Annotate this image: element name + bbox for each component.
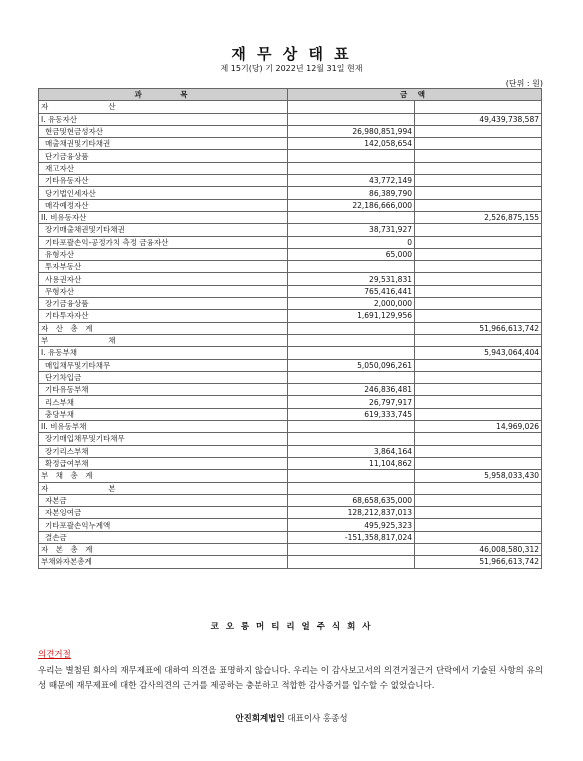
currency-unit: (단위 : 원) bbox=[505, 79, 543, 88]
sub-amount bbox=[288, 101, 415, 113]
sub-amount: 68,658,635,000 bbox=[288, 494, 415, 506]
total-amount bbox=[415, 150, 542, 162]
account-name: 당기법인세자산 bbox=[39, 187, 288, 199]
company-name: 코 오 롱 머 티 리 얼 주 식 회 사 bbox=[210, 622, 373, 632]
sub-amount bbox=[288, 421, 415, 433]
table-row bbox=[39, 396, 542, 408]
total-amount: 51,966,613,742 bbox=[415, 556, 542, 568]
table-row bbox=[39, 408, 542, 420]
account-name: 사용권자산 bbox=[39, 273, 288, 285]
table-header-row bbox=[39, 89, 542, 101]
total-amount bbox=[415, 199, 542, 211]
sub-amount: 1,691,129,956 bbox=[288, 310, 415, 322]
opinion-text: 우리는 별첨된 회사의 재무제표에 대하여 의견을 표명하지 않습니다. 우리는 이 감사보고서의 의견거절근거 단락에서 기술된 사항의 유의성 때문에 재무제표에 대한 감사의견의 근거를 제공하는 충분하고 적합한 감사증거를 입수할 수 없었습니다. bbox=[38, 666, 543, 691]
total-amount bbox=[415, 359, 542, 371]
auditor-representative: 대표이사 홍종성 bbox=[287, 714, 348, 724]
header-amount: 금 액 bbox=[288, 89, 542, 101]
total-amount bbox=[415, 273, 542, 285]
account-name: 재고자산 bbox=[39, 162, 288, 174]
account-name: I. 유동자산 bbox=[39, 113, 288, 125]
total-amount: 14,969,026 bbox=[415, 421, 542, 433]
account-name: 확정급여부채 bbox=[39, 457, 288, 469]
account-name: I. 유동부채 bbox=[39, 347, 288, 359]
table-row bbox=[39, 125, 542, 137]
account-name: 부 채 총 계 bbox=[39, 470, 288, 482]
table-row bbox=[39, 445, 542, 457]
total-amount bbox=[415, 187, 542, 199]
account-name: II. 비유동부채 bbox=[39, 421, 288, 433]
total-amount bbox=[415, 507, 542, 519]
account-name: 매각예정자산 bbox=[39, 199, 288, 211]
total-amount: 51,966,613,742 bbox=[415, 322, 542, 334]
table-row bbox=[39, 543, 542, 555]
total-amount bbox=[415, 298, 542, 310]
sub-amount: 22,186,666,000 bbox=[288, 199, 415, 211]
table-row bbox=[39, 150, 542, 162]
account-name: 매출채권및기타채권 bbox=[39, 138, 288, 150]
account-name: 자본잉여금 bbox=[39, 507, 288, 519]
total-amount bbox=[415, 384, 542, 396]
total-amount bbox=[415, 445, 542, 457]
sub-amount: 142,058,654 bbox=[288, 138, 415, 150]
account-name: 자 산 bbox=[39, 101, 288, 113]
sub-amount bbox=[288, 543, 415, 555]
table-row bbox=[39, 347, 542, 359]
total-amount bbox=[415, 285, 542, 297]
account-name: 부채와자본총계 bbox=[39, 556, 288, 568]
total-amount bbox=[415, 125, 542, 137]
sub-amount: 3,864,164 bbox=[288, 445, 415, 457]
table-row bbox=[39, 138, 542, 150]
table-row bbox=[39, 457, 542, 469]
table-row bbox=[39, 113, 542, 125]
sub-amount: 246,836,481 bbox=[288, 384, 415, 396]
sub-amount bbox=[288, 470, 415, 482]
sub-amount: 38,731,927 bbox=[288, 224, 415, 236]
account-name: 자 본 bbox=[39, 482, 288, 494]
total-amount bbox=[415, 101, 542, 113]
account-name: 단기차입금 bbox=[39, 371, 288, 383]
total-amount bbox=[415, 236, 542, 248]
total-amount bbox=[415, 175, 542, 187]
table-row bbox=[39, 224, 542, 236]
table-row bbox=[39, 384, 542, 396]
account-name: 기타포괄손익누계액 bbox=[39, 519, 288, 531]
total-amount bbox=[415, 519, 542, 531]
sub-amount: 11,104,862 bbox=[288, 457, 415, 469]
table-row bbox=[39, 556, 542, 568]
sub-amount: -151,358,817,024 bbox=[288, 531, 415, 543]
account-name: 자본금 bbox=[39, 494, 288, 506]
total-amount bbox=[415, 371, 542, 383]
sub-amount bbox=[288, 150, 415, 162]
account-name: 자 본 총 계 bbox=[39, 543, 288, 555]
sub-amount bbox=[288, 556, 415, 568]
sub-amount: 65,000 bbox=[288, 248, 415, 260]
account-name: 장기매출채권및기타채권 bbox=[39, 224, 288, 236]
account-name: 단기금융상품 bbox=[39, 150, 288, 162]
statement-period: 제 15기(당) 기 2022년 12월 31일 현재 bbox=[220, 64, 363, 73]
table-row bbox=[39, 187, 542, 199]
table-row bbox=[39, 298, 542, 310]
account-name: 장기금융상품 bbox=[39, 298, 288, 310]
table-row bbox=[39, 236, 542, 248]
sub-amount bbox=[288, 261, 415, 273]
sub-amount bbox=[288, 113, 415, 125]
sub-amount: 29,531,831 bbox=[288, 273, 415, 285]
total-amount bbox=[415, 482, 542, 494]
table-row bbox=[39, 248, 542, 260]
table-row bbox=[39, 359, 542, 371]
total-amount bbox=[415, 224, 542, 236]
sub-amount bbox=[288, 162, 415, 174]
sub-amount bbox=[288, 371, 415, 383]
account-name: 기타유동자산 bbox=[39, 175, 288, 187]
account-name: 매입채무및기타채무 bbox=[39, 359, 288, 371]
total-amount bbox=[415, 334, 542, 346]
account-name: 자 산 총 계 bbox=[39, 322, 288, 334]
account-name: 리스부채 bbox=[39, 396, 288, 408]
balance-sheet-table bbox=[38, 88, 542, 569]
table-row bbox=[39, 334, 542, 346]
total-amount: 49,439,738,587 bbox=[415, 113, 542, 125]
account-name: 부 채 bbox=[39, 334, 288, 346]
sub-amount: 619,333,745 bbox=[288, 408, 415, 420]
table-row bbox=[39, 101, 542, 113]
account-name: 결손금 bbox=[39, 531, 288, 543]
table-row bbox=[39, 199, 542, 211]
sub-amount: 26,797,917 bbox=[288, 396, 415, 408]
account-name: 장기매입채무및기타채무 bbox=[39, 433, 288, 445]
table-row bbox=[39, 433, 542, 445]
sub-amount bbox=[288, 322, 415, 334]
table-row bbox=[39, 507, 542, 519]
table-row bbox=[39, 273, 542, 285]
auditor-firm: 안진회계법인 bbox=[235, 714, 285, 724]
account-name: 무형자산 bbox=[39, 285, 288, 297]
table-row bbox=[39, 421, 542, 433]
account-name: 투자부동산 bbox=[39, 261, 288, 273]
header-account: 과 목 bbox=[39, 89, 288, 101]
account-name: 충당부채 bbox=[39, 408, 288, 420]
sub-amount: 26,980,851,994 bbox=[288, 125, 415, 137]
total-amount bbox=[415, 408, 542, 420]
statement-title: 재 무 상 태 표 bbox=[231, 45, 352, 63]
table-row bbox=[39, 531, 542, 543]
table-row bbox=[39, 371, 542, 383]
sub-amount: 495,925,323 bbox=[288, 519, 415, 531]
table-row bbox=[39, 211, 542, 223]
sub-amount bbox=[288, 482, 415, 494]
total-amount: 5,958,033,430 bbox=[415, 470, 542, 482]
table-row bbox=[39, 494, 542, 506]
sub-amount: 86,389,790 bbox=[288, 187, 415, 199]
sub-amount: 43,772,149 bbox=[288, 175, 415, 187]
auditor-signature bbox=[0, 712, 583, 724]
table-row bbox=[39, 470, 542, 482]
table-row bbox=[39, 285, 542, 297]
opinion-heading: 의견거절 bbox=[38, 650, 71, 660]
sub-amount: 2,000,000 bbox=[288, 298, 415, 310]
sub-amount bbox=[288, 433, 415, 445]
total-amount bbox=[415, 261, 542, 273]
total-amount bbox=[415, 310, 542, 322]
total-amount bbox=[415, 138, 542, 150]
total-amount bbox=[415, 433, 542, 445]
total-amount bbox=[415, 162, 542, 174]
total-amount bbox=[415, 396, 542, 408]
account-name: 기타투자자산 bbox=[39, 310, 288, 322]
sub-amount: 128,212,837,013 bbox=[288, 507, 415, 519]
account-name: II. 비유동자산 bbox=[39, 211, 288, 223]
sub-amount: 765,416,441 bbox=[288, 285, 415, 297]
total-amount bbox=[415, 248, 542, 260]
total-amount: 46,008,580,312 bbox=[415, 543, 542, 555]
table-row bbox=[39, 482, 542, 494]
sub-amount: 0 bbox=[288, 236, 415, 248]
total-amount bbox=[415, 457, 542, 469]
table-row bbox=[39, 162, 542, 174]
table-row bbox=[39, 261, 542, 273]
table-row bbox=[39, 322, 542, 334]
account-name: 유형자산 bbox=[39, 248, 288, 260]
sub-amount: 5,050,096,261 bbox=[288, 359, 415, 371]
total-amount bbox=[415, 494, 542, 506]
sub-amount bbox=[288, 334, 415, 346]
table-row bbox=[39, 175, 542, 187]
total-amount: 5,943,064,404 bbox=[415, 347, 542, 359]
account-name: 현금및현금성자산 bbox=[39, 125, 288, 137]
account-name: 장기리스부채 bbox=[39, 445, 288, 457]
table-row bbox=[39, 519, 542, 531]
total-amount: 2,526,875,155 bbox=[415, 211, 542, 223]
table-row bbox=[39, 310, 542, 322]
sub-amount bbox=[288, 347, 415, 359]
sub-amount bbox=[288, 211, 415, 223]
account-name: 기타유동부채 bbox=[39, 384, 288, 396]
total-amount bbox=[415, 531, 542, 543]
account-name: 기타포괄손익-공정가치 측정 금융자산 bbox=[39, 236, 288, 248]
